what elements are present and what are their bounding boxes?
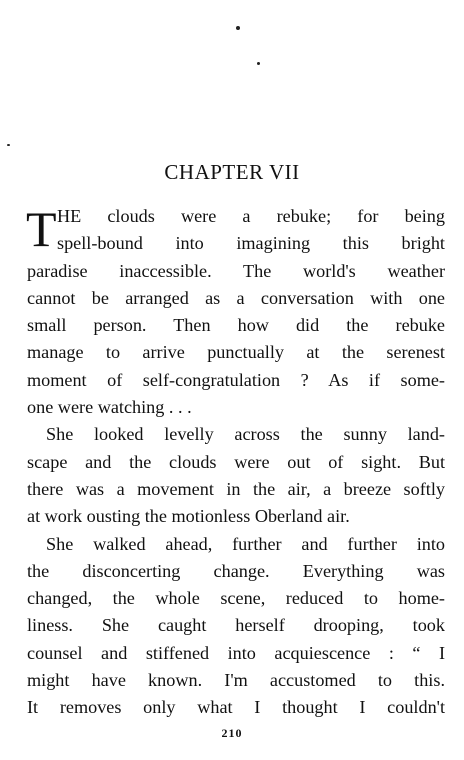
page-number: 210 <box>221 726 243 740</box>
print-speck <box>7 144 10 146</box>
text-line: She looked levelly across the sunny land- <box>46 424 445 445</box>
text-line: paradise inaccessible. The world's weather <box>27 260 445 281</box>
text-line: HE clouds were a rebuke; for being <box>57 206 445 226</box>
text-line: cannot be arranged as a conversation with one <box>27 287 445 308</box>
body-text <box>27 203 445 722</box>
text-line: moment of self-congratulation ? As if some- <box>27 369 445 390</box>
text-line: small person. Then how did the rebuke <box>27 315 445 336</box>
text-line: It removes only what I thought I couldn't <box>27 697 445 718</box>
text-line: spell-bound into imagining this bright <box>57 233 445 254</box>
print-speck <box>257 62 260 65</box>
text-line: might have known. I'm accustomed to this. <box>27 670 445 691</box>
drop-cap: T <box>26 201 57 257</box>
print-speck <box>236 26 240 30</box>
text-line: liness. She caught herself drooping, took <box>27 615 445 636</box>
text-line: one were watching . . . <box>27 397 192 418</box>
text-line: there was a movement in the air, a breeze softly <box>27 478 445 499</box>
text-line: counsel and stiffened into acquiescence : “ I <box>27 642 445 663</box>
text-line: at work ousting the motionless Oberland air. <box>27 506 350 527</box>
chapter-title: CHAPTER VII <box>164 160 300 184</box>
text-line: manage to arrive punctually at the serenest <box>27 342 445 363</box>
text-line: the disconcerting change. Everything was <box>27 560 445 581</box>
text-line: changed, the whole scene, reduced to home- <box>27 588 445 609</box>
text-line: She walked ahead, further and further into <box>46 533 445 554</box>
text-line: scape and the clouds were out of sight. But <box>27 451 445 472</box>
